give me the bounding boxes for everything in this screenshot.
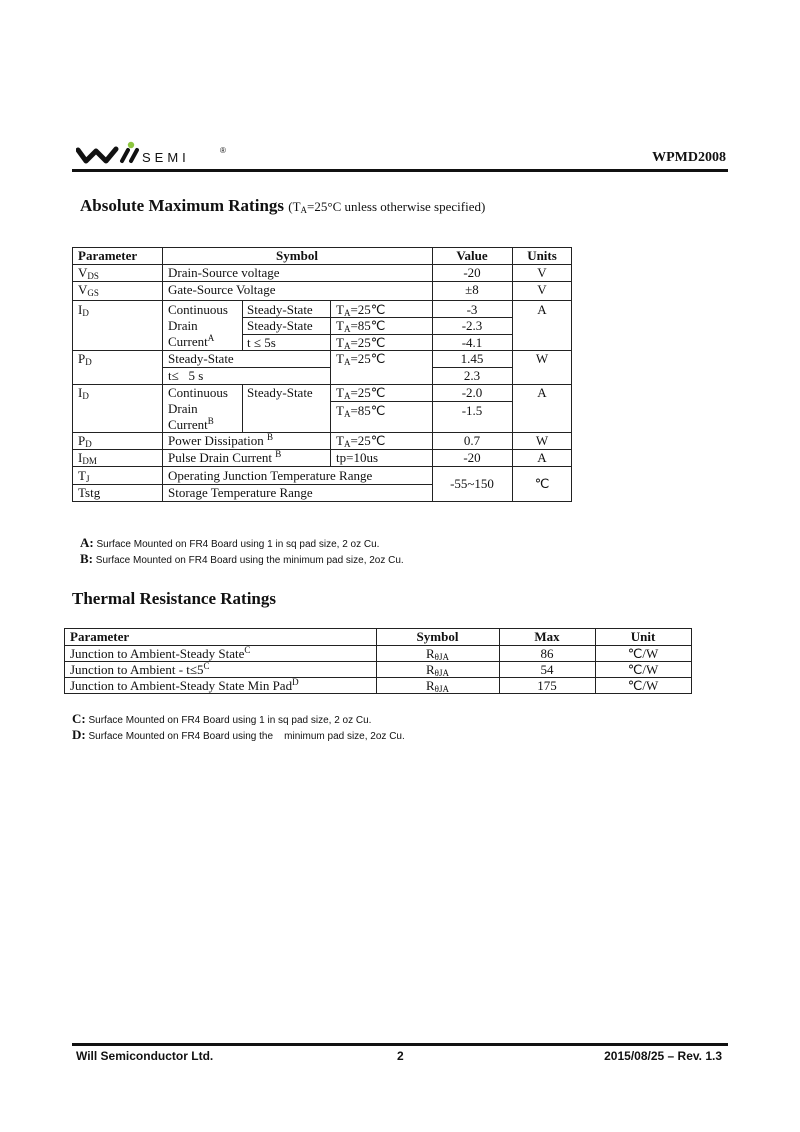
desc-id-a-3: Current$^A$: [168, 333, 215, 349]
desc-tstg: Storage Temperature Range: [168, 485, 313, 500]
unit-idm: A: [537, 450, 547, 465]
note-c-text: Surface Mounted on FR4 Board using 1 in sq pad size, 2 oz Cu.: [85, 715, 372, 726]
unit-id-b: A: [537, 385, 547, 400]
desc-id-a-2: Drain: [168, 318, 198, 333]
desc-pd-b: Power Dissipation $^B$: [168, 432, 273, 448]
cond-suffix: =25°C unless otherwise specified): [307, 199, 486, 214]
t2-max-3: 175: [537, 678, 557, 693]
t2-param-3: Junction to Ambient-Steady State Min Pad$^D$: [70, 677, 299, 693]
desc-idm: Pulse Drain Current $^B$: [168, 449, 282, 465]
unit-vds: V: [537, 265, 547, 280]
param-vds: $V_{DS}$: [78, 265, 99, 281]
value-pd-a-1: 1.45: [460, 351, 484, 366]
cond-pd-a-1: Steady-State: [168, 351, 234, 366]
cond-prefix: (T: [288, 199, 301, 214]
t2-header-unit: Unit: [630, 629, 656, 644]
temp-id-a-1: $T_A=25℃$: [336, 302, 386, 318]
desc-id-b-3: Current$^B$: [168, 416, 214, 432]
header-rule: [72, 169, 728, 172]
willsemi-logo: [76, 141, 236, 167]
param-id-b: $I_D$: [78, 385, 89, 401]
note-d: [72, 727, 405, 743]
value-vds: -20: [463, 265, 481, 280]
unit-pd-a: W: [535, 351, 549, 366]
desc-id-b-2: Drain: [168, 401, 198, 416]
value-id-a-2: -2.3: [461, 318, 483, 333]
temp-id-a-3: $T_A=25℃$: [336, 335, 386, 351]
cond-id-b: Steady-State: [247, 385, 313, 400]
t2-param-2: Junction to Ambient - $t\le 5^C$: [70, 661, 210, 677]
note-b-text: Surface Mounted on FR4 Board using the minimum pad size, 2oz Cu.: [93, 555, 404, 566]
document-id: WPMD2008: [652, 150, 726, 165]
unit-vgs: V: [537, 282, 547, 297]
note-a-label: A:: [80, 535, 94, 550]
thermal-title: Thermal Resistance Ratings: [72, 589, 276, 608]
t2-max-1: 86: [540, 646, 554, 661]
thermal-table: [64, 628, 692, 694]
t2-unit-1: ℃/W: [627, 646, 659, 661]
t2-header-symbol: Symbol: [416, 629, 459, 644]
abs-max-table: [72, 247, 572, 502]
abs-max-condition: [288, 199, 485, 214]
logo-mark-icon: [76, 141, 236, 167]
cond-id-a-2: Steady-State: [247, 318, 313, 333]
note-d-label: D:: [72, 727, 86, 742]
temp-id-a-2: $T_A=85℃$: [336, 318, 386, 334]
param-pd-a: $P_D$: [78, 351, 92, 367]
t2-header-max: Max: [534, 629, 560, 644]
value-id-a-3: -4.1: [461, 335, 483, 350]
param-vgs: $V_{GS}$: [78, 282, 99, 298]
value-id-b-2: -1.5: [461, 403, 483, 418]
header-parameter: Parameter: [78, 248, 138, 263]
note-c: [72, 711, 371, 727]
value-id-a-1: -3: [466, 302, 478, 317]
footer-page-number: 2: [397, 1049, 404, 1063]
temp-id-b-1: $T_A=25℃$: [336, 385, 386, 401]
param-tj: $T_J$: [78, 468, 90, 484]
cond-id-a-3: t ≤ 5s: [247, 335, 276, 350]
desc-vgs: Gate-Source Voltage: [168, 282, 276, 297]
value-vgs: ±8: [465, 282, 479, 297]
t2-header-parameter: Parameter: [70, 629, 130, 644]
unit-id-a: A: [537, 302, 547, 317]
param-id-a: $I_D$: [78, 302, 89, 318]
desc-tj: Operating Junction Temperature Range: [168, 468, 373, 483]
temp-id-b-2: $T_A=85℃$: [336, 403, 386, 419]
t2-unit-3: ℃/W: [627, 678, 659, 693]
desc-id-a-1: Continuous: [168, 302, 228, 317]
note-a: [80, 535, 379, 551]
unit-pd-b: W: [535, 433, 549, 448]
footer-date-rev: 2015/08/25 – Rev. 1.3: [604, 1049, 722, 1063]
param-idm: $I_{DM}$: [78, 450, 97, 466]
t2-param-1: Junction to Ambient-Steady State$^C$: [70, 645, 251, 661]
svg-text:SEMI: SEMI: [142, 150, 190, 165]
param-tstg: Tstg: [78, 485, 101, 500]
cond-id-a-1: Steady-State: [247, 302, 313, 317]
header-units: Units: [527, 248, 557, 263]
temp-pd-b: $T_A=25℃$: [336, 433, 386, 449]
svg-text:®: ®: [220, 146, 226, 155]
footer-rule: [72, 1043, 728, 1046]
param-pd-b: $P_D$: [78, 433, 92, 449]
note-d-text: Surface Mounted on FR4 Board using the minimum pad size, 2oz Cu.: [85, 731, 405, 742]
abs-max-title: [80, 196, 485, 216]
t2-symbol-2: $R_{\theta JA}$: [426, 662, 449, 678]
header-value: Value: [456, 248, 488, 263]
value-idm: -20: [463, 450, 481, 465]
t2-max-2: 54: [540, 662, 554, 677]
desc-vds: Drain-Source voltage: [168, 265, 280, 280]
value-pd-a-2: 2.3: [463, 368, 481, 383]
note-a-text: Surface Mounted on FR4 Board using 1 in sq pad size, 2 oz Cu.: [93, 539, 380, 550]
t2-symbol-1: $R_{\theta JA}$: [426, 646, 449, 662]
note-b-label: B:: [80, 551, 93, 566]
abs-max-title-text: Absolute Maximum Ratings: [80, 196, 285, 215]
cond-sub: A: [300, 205, 308, 215]
header-symbol: Symbol: [276, 248, 318, 263]
unit-temp-range: ℃: [534, 476, 550, 491]
cond-pd-a-2: t≤ 5 s: [168, 368, 204, 383]
footer-company: Will Semiconductor Ltd.: [76, 1049, 214, 1063]
t2-unit-2: ℃/W: [627, 662, 659, 677]
value-pd-b: 0.7: [463, 433, 481, 448]
value-temp-range: -55~150: [450, 476, 494, 491]
cond-idm: tp=10us: [336, 450, 379, 465]
note-c-label: C:: [72, 711, 86, 726]
value-id-b-1: -2.0: [461, 385, 483, 400]
desc-id-b-1: Continuous: [168, 385, 228, 400]
temp-pd-a: $T_A=25℃$: [336, 351, 386, 367]
note-b: [80, 551, 404, 567]
t2-symbol-3: $R_{\theta JA}$: [426, 678, 449, 694]
